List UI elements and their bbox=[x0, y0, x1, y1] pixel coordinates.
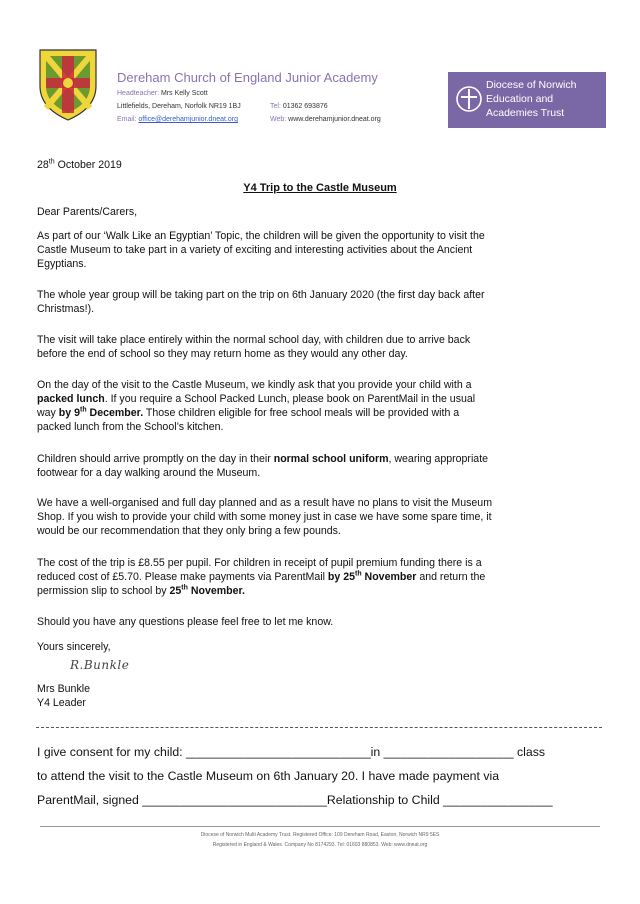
date-rest: October 2019 bbox=[54, 159, 122, 171]
consent-label-in: in bbox=[370, 745, 381, 759]
date-day: 28 bbox=[37, 159, 49, 171]
relationship-field[interactable]: ________________ bbox=[443, 793, 553, 807]
closing: Yours sincerely, bbox=[37, 641, 111, 653]
consent-label-child: I give consent for my child: bbox=[37, 745, 186, 759]
tel-label: Tel: bbox=[270, 103, 281, 110]
web-address: www.derehamjunior.dneat.org bbox=[288, 116, 381, 123]
diocese-line-2: Education and bbox=[486, 93, 554, 105]
paragraph-timing: The visit will take place entirely within the normal school day, with children due to arrive back before the end of school so they may return home as they would any other day. bbox=[37, 334, 471, 360]
school-crest-logo bbox=[36, 46, 100, 122]
paragraph-date: The whole year group will be taking part on the trip on 6th January 2020 (the first day back after Christmas!). bbox=[37, 289, 485, 315]
email-line bbox=[117, 116, 238, 123]
diocese-name bbox=[486, 78, 576, 120]
headteacher-line bbox=[117, 90, 208, 97]
headteacher-label: Headteacher: bbox=[117, 90, 160, 97]
date-suffix: th bbox=[48, 158, 55, 166]
consent-line-1 bbox=[37, 745, 545, 759]
diocese-line-1: Diocese of Norwich bbox=[486, 79, 577, 91]
paragraph-shop: We have a well-organised and full day planned and as a result have no plans to visit the Museum Shop. If you wish to provide your child with some money just in case we have some spare time, it would be our recommendation that they only bring a few pounds. bbox=[37, 497, 493, 537]
diocese-line-3: Academies Trust bbox=[486, 107, 565, 119]
paragraph-uniform: Children should arrive promptly on the day in their normal school uniform, wearing appropriate footwear for a day walking around the Museum. bbox=[37, 453, 489, 479]
letter-title: Y4 Trip to the Castle Museum bbox=[243, 182, 397, 194]
email-label: Email: bbox=[117, 116, 137, 123]
email-link[interactable]: office@derehamjunior.dneat.org bbox=[138, 116, 239, 123]
class-field[interactable]: ___________________ bbox=[380, 745, 518, 759]
diocese-logo-box bbox=[448, 72, 606, 128]
consent-label-class: class bbox=[517, 745, 546, 759]
consent-label-relationship: Relationship to Child bbox=[326, 793, 444, 807]
signer-role: Y4 Leader bbox=[37, 697, 86, 709]
address-line bbox=[117, 103, 241, 110]
child-name-field[interactable]: ___________________________ bbox=[186, 745, 371, 759]
web-line bbox=[270, 116, 381, 123]
consent-label-signed: ParentMail, signed bbox=[37, 793, 143, 807]
consent-line-2: to attend the visit to the Castle Museum on 6th January 20. I have made payment via bbox=[37, 769, 500, 783]
consent-line-3 bbox=[37, 793, 553, 807]
signer-name: Mrs Bunkle bbox=[37, 683, 90, 695]
tear-off-line bbox=[36, 727, 602, 728]
paragraph-cost: The cost of the trip is £8.55 per pupil. For children in receipt of pupil premium funding there is a reduced cost of £5.70. Please make payments via ParentMail by 25th November and return the permission slip to school by 25th November. bbox=[37, 557, 486, 597]
letter-date bbox=[37, 158, 122, 172]
salutation: Dear Parents/Carers, bbox=[37, 206, 138, 218]
paragraph-lunch: On the day of the visit to the Castle Museum, we kindly ask that you provide your child with a packed lunch. If you require a School Packed Lunch, please book on ParentMail in the usual way by 9th December. Those children eligible for free school meals will be provided with a packed lunch from the School’s kitchen. bbox=[37, 379, 476, 433]
signature: R.Bunkle bbox=[70, 658, 130, 672]
footer-line-1: Diocese of Norwich Multi Academy Trust. Registered Office: 109 Dereham Road, Easton, Norwich NR9 5ES bbox=[200, 832, 440, 838]
school-name: Dereham Church of England Junior Academy bbox=[117, 70, 378, 85]
tel-line bbox=[270, 103, 328, 110]
footer-divider bbox=[40, 826, 600, 827]
headteacher-name: Mrs Kelly Scott bbox=[160, 90, 208, 97]
address: Littlefields, Dereham, Norfolk NR19 1BJ bbox=[117, 103, 241, 110]
footer-line-2: Registered in England & Wales. Company No 8174293. Tel: 01603 880853. Web: www.dneat.org bbox=[212, 842, 428, 848]
diocese-cross-icon bbox=[454, 84, 484, 114]
signature-field[interactable]: ___________________________ bbox=[142, 793, 327, 807]
web-label: Web: bbox=[270, 116, 287, 123]
paragraph-topic: As part of our ‘Walk Like an Egyptian’ Topic, the children will be given the opportunity to visit the Castle Museum to take part in a variety of exciting and interesting activities about the Ancient Egyptians. bbox=[37, 230, 485, 270]
tel-number: 01362 693876 bbox=[282, 103, 328, 110]
paragraph-questions: Should you have any questions please feel free to let me know. bbox=[37, 616, 334, 628]
